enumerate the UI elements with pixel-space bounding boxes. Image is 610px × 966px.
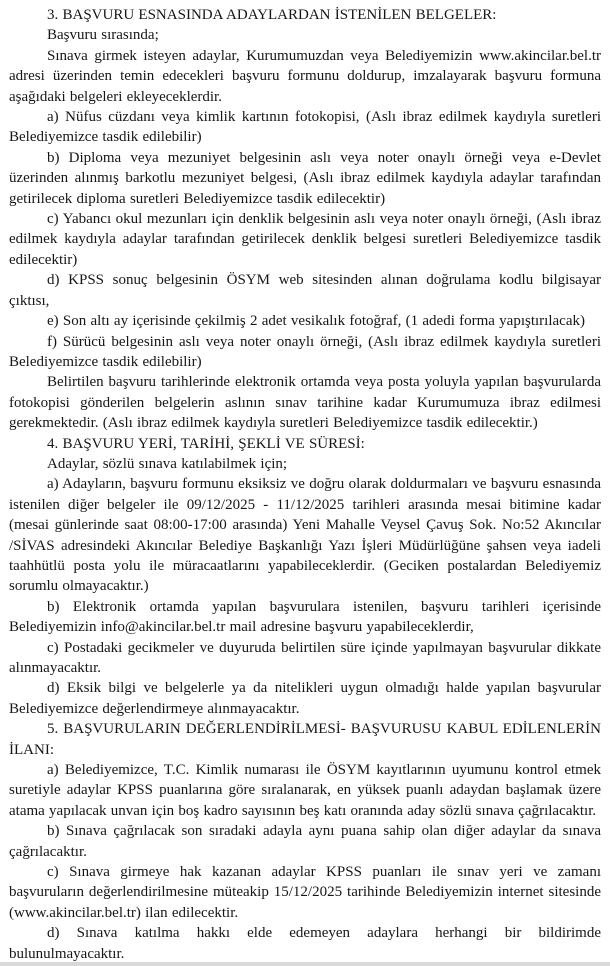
paragraph: Adaylar, sözlü sınava katılabilmek için; <box>47 455 288 472</box>
list-item-e: e) Son altı ay içerisinde çekilmiş 2 adet vesikalık fotoğraf, (1 adedi forma yapıştırılacak) <box>47 313 585 330</box>
section-3-heading: 3. BAŞVURU ESNASINDA ADAYLARDAN İSTENİLEN BELGELER: <box>47 7 497 23</box>
list-item-c: c) Sınava girmeye hak kazanan adaylar KPSS puanları ile sınav yeri ve zamanı başvuruların değerlendirilmesine müteakip 15/12/2025 tarihinde Belediyemizin internet sitesinde (www.akincilar.bel.tr) ilan edilecektir. <box>9 864 601 921</box>
list-item-f: f) Sürücü belgesinin aslı veya noter onaylı örneği, (Aslı ibraz edilmek kaydıyla suretleri Belediyemizce tasdik edilebilir) <box>9 333 601 370</box>
list-item-b: b) Elektronik ortamda yapılan başvurulara istenilen, başvuru tarihleri içerisinde Belediyemizin info@akincilar.bel.tr mail adresine başvuru yapabileceklerdir, <box>9 598 601 636</box>
list-item-c: c) Postadaki gecikmeler ve duyuruda belirtilen süre içinde yapılmayan başvurular dikkate alınmayacaktır. <box>9 639 601 676</box>
list-item-d: d) Eksik bilgi ve belgelerle ya da nitelikleri uygun olmadığı halde yapılan başvurular Belediyemizce değerlendirmeye alınmayacaktır. <box>9 680 601 717</box>
list-item-d: d) Sınava katılma hakkı elde edemeyen adaylara herhangi bir bildirimde bulunulmayacaktır. <box>9 925 601 962</box>
list-item-a: a) Belediyemizce, T.C. Kimlik numarası ile ÖSYM kayıtlarının uyumunu kontrol etmek suretiyle adaylar KPSS puanlarına göre sıralanarak, en yüksek puanlı adaydan başlamak üzere atama yapılacak unvan için boş kadro sayısının beş katı oranında aday sözlü sınava çağrılacaktır. <box>9 762 601 819</box>
section-5-heading: 5. BAŞVURULARIN DEĞERLENDİRİLMESİ- BAŞVURUSU KABUL EDİLENLERİN İLANI: <box>9 721 601 758</box>
list-item-a: a) Nüfus cüzdanı veya kimlik kartının fotokopisi, (Aslı ibraz edilmek kaydıyla suretleri Belediyemizce tasdik edilebilir) <box>9 109 601 146</box>
page-bottom-edge <box>0 962 610 966</box>
list-item-b: b) Diploma veya mezuniyet belgesinin aslı veya noter onaylı örneği veya e-Devlet üzerinden alınmış barkotlu mezuniyet belgesi, (Aslı ibraz edilmek kaydıyla adaylar tarafından getirilecek diploma suretleri Belediyemizce tasdik edilecektir) <box>9 149 601 207</box>
paragraph: Sınava girmek isteyen adaylar, Kurumumuzdan veya Belediyemizin www.akincilar.bel.tr adresi üzerinden temin edecekleri başvuru formunu doldurup, imzalayarak başvuru formuna aşağıdaki belgeleri ekleyeceklerdir. <box>9 47 601 105</box>
paragraph: Belirtilen başvuru tarihlerinde elektronik ortamda veya posta yoluyla yapılan başvurularda fotokopisi gönderilen belgelerin aslının sınav tarihine kadar Kurumumuza ibraz edilmesi gerekmektedir. (Aslı ibraz edilmek kaydıyla suretleri Belediyemizce tasdik edilecektir.) <box>9 374 601 432</box>
list-item-b: b) Sınava çağrılacak son sıradaki adayla aynı puana sahip olan diğer adaylar da sınava çağrılacaktır. <box>9 823 601 860</box>
section-4-heading: 4. BAŞVURU YERİ, TARİHİ, ŞEKLİ VE SÜRESİ: <box>47 435 365 452</box>
list-item-a: a) Adayların, başvuru formunu eksiksiz ve doğru olarak doldurmaları ve başvuru esnasında istenilen diğer belgeler ile 09/12/2025 - 11/12/2025 tarihleri arasında mesai bitimine kadar (mesai günlerinde saat 08:00-17:00 arasında) Yeni Mahalle Veysel Çavuş Sok. No:52 Akıncılar /SİVAS adresindeki Akıncılar Belediye Başkanlığı Yazı İşleri Müdürlüğüne şahsen veya iadeli taahhütlü posta yolu ile müracaatlarını yapabileceklerdir. (Geciken postalardan Belediyemiz sorumlu olmayacaktır.) <box>9 476 601 595</box>
list-item-c: c) Yabancı okul mezunları için denklik belgesinin aslı veya noter onaylı örneği, (Aslı ibraz edilmek kaydıyla adaylar tarafından getirilecek denklik belgesi suretleri Belediyemizce tasdik edilecektir) <box>9 211 601 268</box>
paragraph: Başvuru sırasında; <box>47 27 159 44</box>
list-item-d: d) KPSS sonuç belgesinin ÖSYM web sitesinden alınan doğrulama kodlu bilgisayar çıktısı, <box>9 272 601 309</box>
